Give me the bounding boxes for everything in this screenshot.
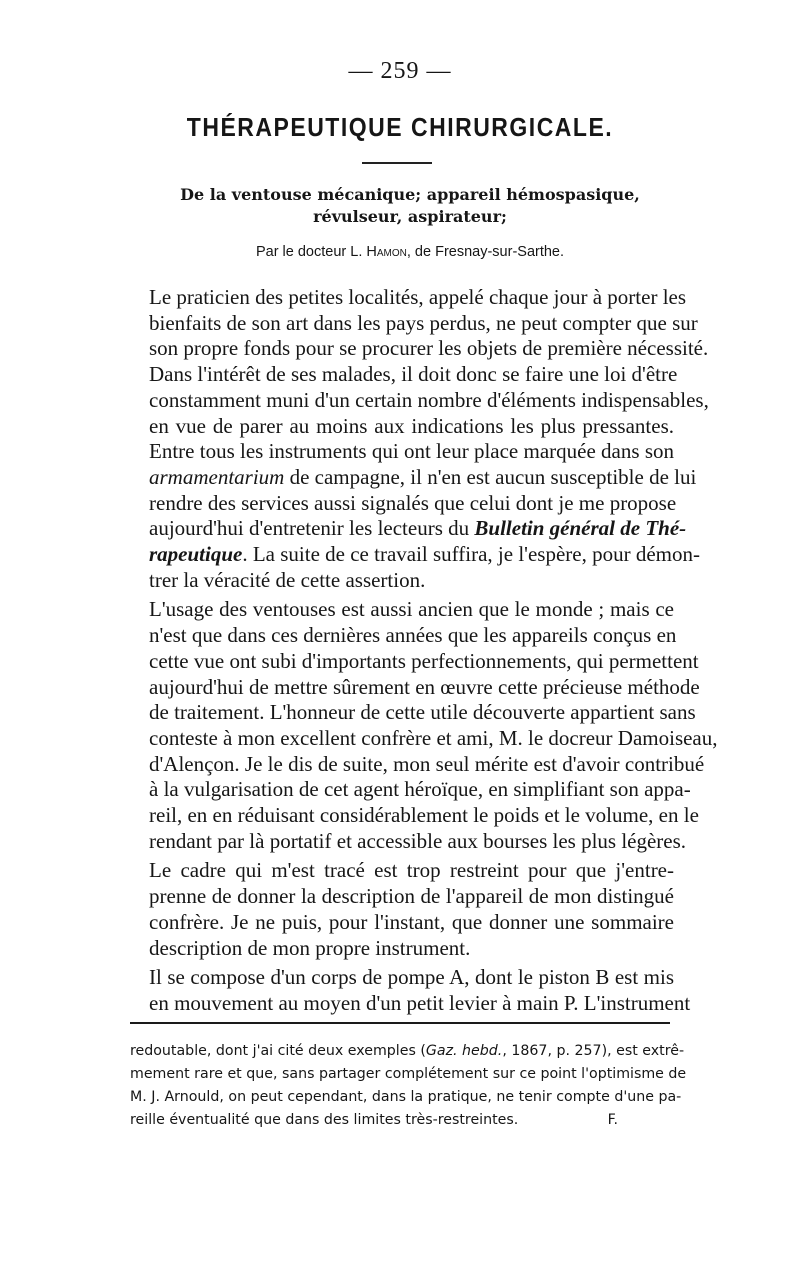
text-line: bienfaits de son art dans les pays perdus, ne peut compter que sur [149,310,698,335]
text-line [130,516,687,542]
byline [180,244,640,260]
text-line: son propre fonds pour se procurer les objets de première nécessité. [149,336,709,361]
text-line: Dans l'intérêt de ses malades, il doit donc se faire une loi d'être [149,362,678,387]
text-fragment: , 1867, p. 257), est extrê- [502,1043,685,1059]
footnote-signature: F. [607,1112,618,1128]
text-line: confrère. Je ne puis, pour l'instant, que donner une sommaire [149,909,674,934]
page-number: — 259 — [348,58,452,84]
text-line: cette vue ont subi d'importants perfectionnements, qui permettent [149,648,699,673]
text-fragment: redoutable, dont j'ai cité deux exemples ( [130,1043,426,1059]
paragraph-4 [130,965,691,1016]
emphasis: armamentarium [149,464,285,489]
byline-author: Hamon [366,244,407,260]
paragraph-1 [130,285,709,593]
text-line: Entre tous les instruments qui ont leur place marquée dans son [149,439,674,464]
text-fragment: de campagne, il n'en est aucun susceptible de lui [284,464,697,489]
text-fragment: . La suite de ce travail suffira, je l'espère, pour démon- [242,542,700,567]
journal-title: Bulletin général de Thé- [474,516,687,541]
footnote-line [130,1040,685,1063]
article-title [150,184,670,228]
text-line: L'usage des ventouses est aussi ancien que le monde ; mais ce [149,597,674,622]
text-line [130,464,697,491]
text-line: en mouvement au moyen d'un petit levier à main P. L'instrument [149,990,691,1015]
article-title-line-1: De la ventouse mécanique; appareil hémospasique, [180,185,640,204]
text-line: à la vulgarisation de cet agent héroïque, en simplifiant son appa- [149,777,691,802]
text-line: description de mon propre instrument. [149,935,471,960]
text-fragment: reille éventualité que dans des limites très-restreintes. [130,1112,519,1128]
text-line: reil, en en réduisant considérablement le poids et le volume, en le [149,803,699,828]
text-line: Le praticien des petites localités, appelé chaque jour à porter les [149,285,687,309]
byline-prefix: Par le docteur L. [255,244,363,260]
text-line: Il se compose d'un corps de pompe A, dont le piston B est mis [149,965,674,990]
text-line: rendre des services aussi signalés que celui dont je me propose [149,490,677,515]
footnote-divider [130,1022,670,1024]
article-title-line-2: révulseur, aspirateur; [313,207,507,226]
text-line: trer la véracité de cette assertion. [149,567,426,592]
text-line [130,542,700,568]
text-line: d'Alençon. Je le dis de suite, mon seul mérite est d'avoir contribué [149,751,705,776]
title-divider [362,162,432,164]
byline-suffix: , de Fresnay-sur-Sarthe. [406,244,565,260]
section-title: THÉRAPEUTIQUE CHIRURGICALE. [186,112,614,142]
text-line: n'est que dans ces dernières années que les appareils conçus en [149,623,677,648]
citation: Gaz. hebd. [425,1043,503,1059]
text-line: aujourd'hui de mettre sûrement en œuvre cette précieuse méthode [149,674,700,699]
article-body [130,285,718,1021]
footnote-line: M. J. Arnould, on peut cependant, dans la pratique, ne tenir compte d'une pa- [130,1089,682,1105]
footnote-line [130,1109,678,1132]
text-line: en vue de parer au moins aux indications les plus pressantes. [149,413,674,438]
text-line: de traitement. L'honneur de cette utile découverte appartient sans [149,700,696,725]
text-line: Le cadre qui m'est tracé est trop restreint pour que j'entre- [149,858,674,883]
footnote [130,1040,687,1132]
footnote-line: mement rare et que, sans partager complétement sur ce point l'optimisme de [130,1066,687,1082]
text-fragment: aujourd'hui d'entretenir les lecteurs du [149,516,475,541]
text-line: conteste à mon excellent confrère et ami, M. le docreur Damoiseau, [149,725,718,750]
text-line: constamment muni d'un certain nombre d'éléments indispensables, [149,387,709,412]
text-line: prenne de donner la description de l'appareil de mon distingué [149,884,674,909]
text-line: rendant par là portatif et accessible aux bourses les plus légères. [149,828,687,853]
journal-title-cont: rapeutique [149,542,243,567]
paragraph-3 [130,858,674,961]
paragraph-2 [130,597,718,854]
